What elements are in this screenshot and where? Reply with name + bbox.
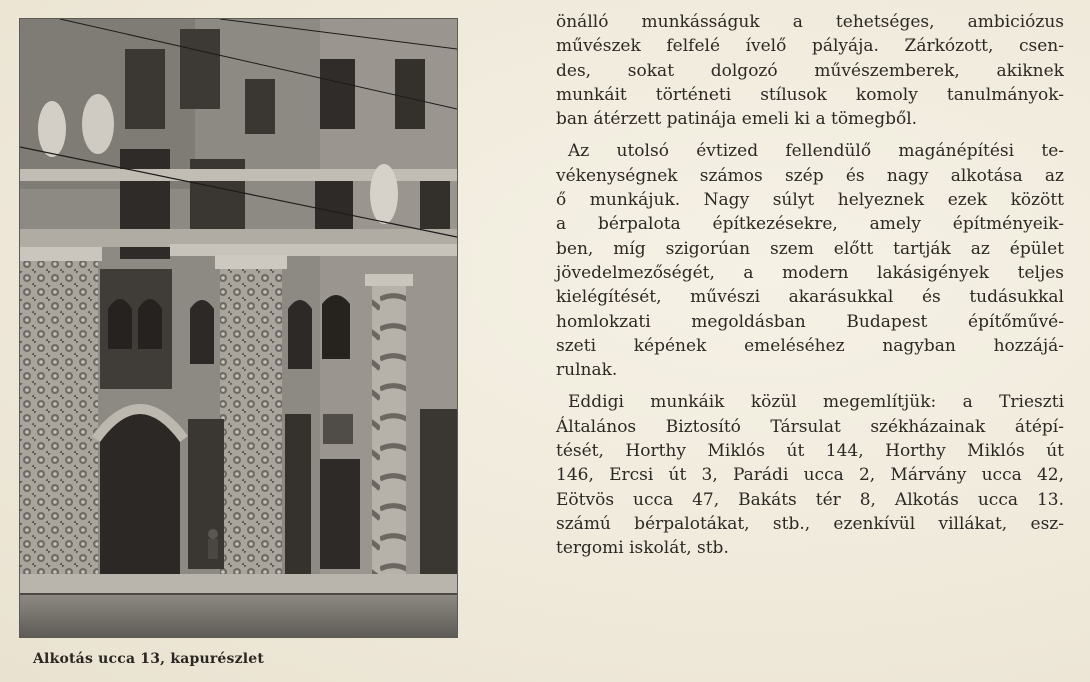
building-photo-drawing	[20, 19, 457, 637]
text-line: művészek felfelé ívelő pályája. Zárkózott, csen-	[556, 36, 1064, 57]
text-line: 146, Ercsi út 3, Parádi ucca 2, Márvány ucca 42,	[556, 465, 1064, 486]
text-line: homlokzati megoldásban Budapest építőművé-	[556, 311, 1064, 332]
paragraph-2	[556, 139, 1064, 382]
text-line: ben, míg szigorúan szem előtt tartják az épület	[556, 238, 1064, 259]
text-line: ban átérzett patinája emeli ki a tömegből.	[556, 109, 918, 130]
text-line: tését, Horthy Miklós út 144, Horthy Miklós út	[556, 441, 1064, 462]
text-line: kielégítését, művészi akarásukkal és tudásukkal	[556, 287, 1064, 308]
figure-caption: Alkotás ucca 13, kapurészlet	[33, 651, 265, 667]
text-line: szeti képének emeléséhez nagyban hozzájá-	[556, 335, 1064, 356]
text-line: Eötvös ucca 47, Bakáts tér 8, Alkotás ucca 13.	[556, 489, 1064, 510]
building-photograph	[20, 19, 457, 637]
paragraph-3	[556, 390, 1064, 560]
text-line: des, sokat dolgozó művészemberek, akiknek	[556, 60, 1064, 81]
text-line: vékenységnek számos szép és nagy alkotása az	[556, 165, 1064, 186]
text-line: Általános Biztosító Társulat székházainak átépí-	[556, 416, 1064, 437]
text-line: a bérpalota építkezésekre, amely építményeik-	[556, 214, 1064, 235]
text-line: önálló munkásságuk a tehetséges, ambiciózus	[556, 12, 1064, 32]
text-line: Eddigi munkáik közül megemlítjük: a Trieszti	[568, 392, 1064, 413]
text-line: rulnak.	[556, 360, 618, 381]
text-line: számú bérpalotákat, stb., ezenkívül villákat, esz-	[556, 513, 1064, 534]
text-line: Az utolsó évtized fellendülő magánépítési te-	[568, 141, 1064, 162]
text-line: jövedelmezőségét, a modern lakásigények teljes	[556, 262, 1064, 283]
text-line: munkáit történeti stílusok komoly tanulmányok-	[556, 84, 1064, 105]
text-line: tergomi iskolát, stb.	[556, 538, 729, 559]
text-line: ő munkájuk. Nagy súlyt helyeznek ezek között	[556, 190, 1064, 211]
paragraph-1	[556, 10, 1064, 131]
body-text-column	[556, 10, 1064, 569]
